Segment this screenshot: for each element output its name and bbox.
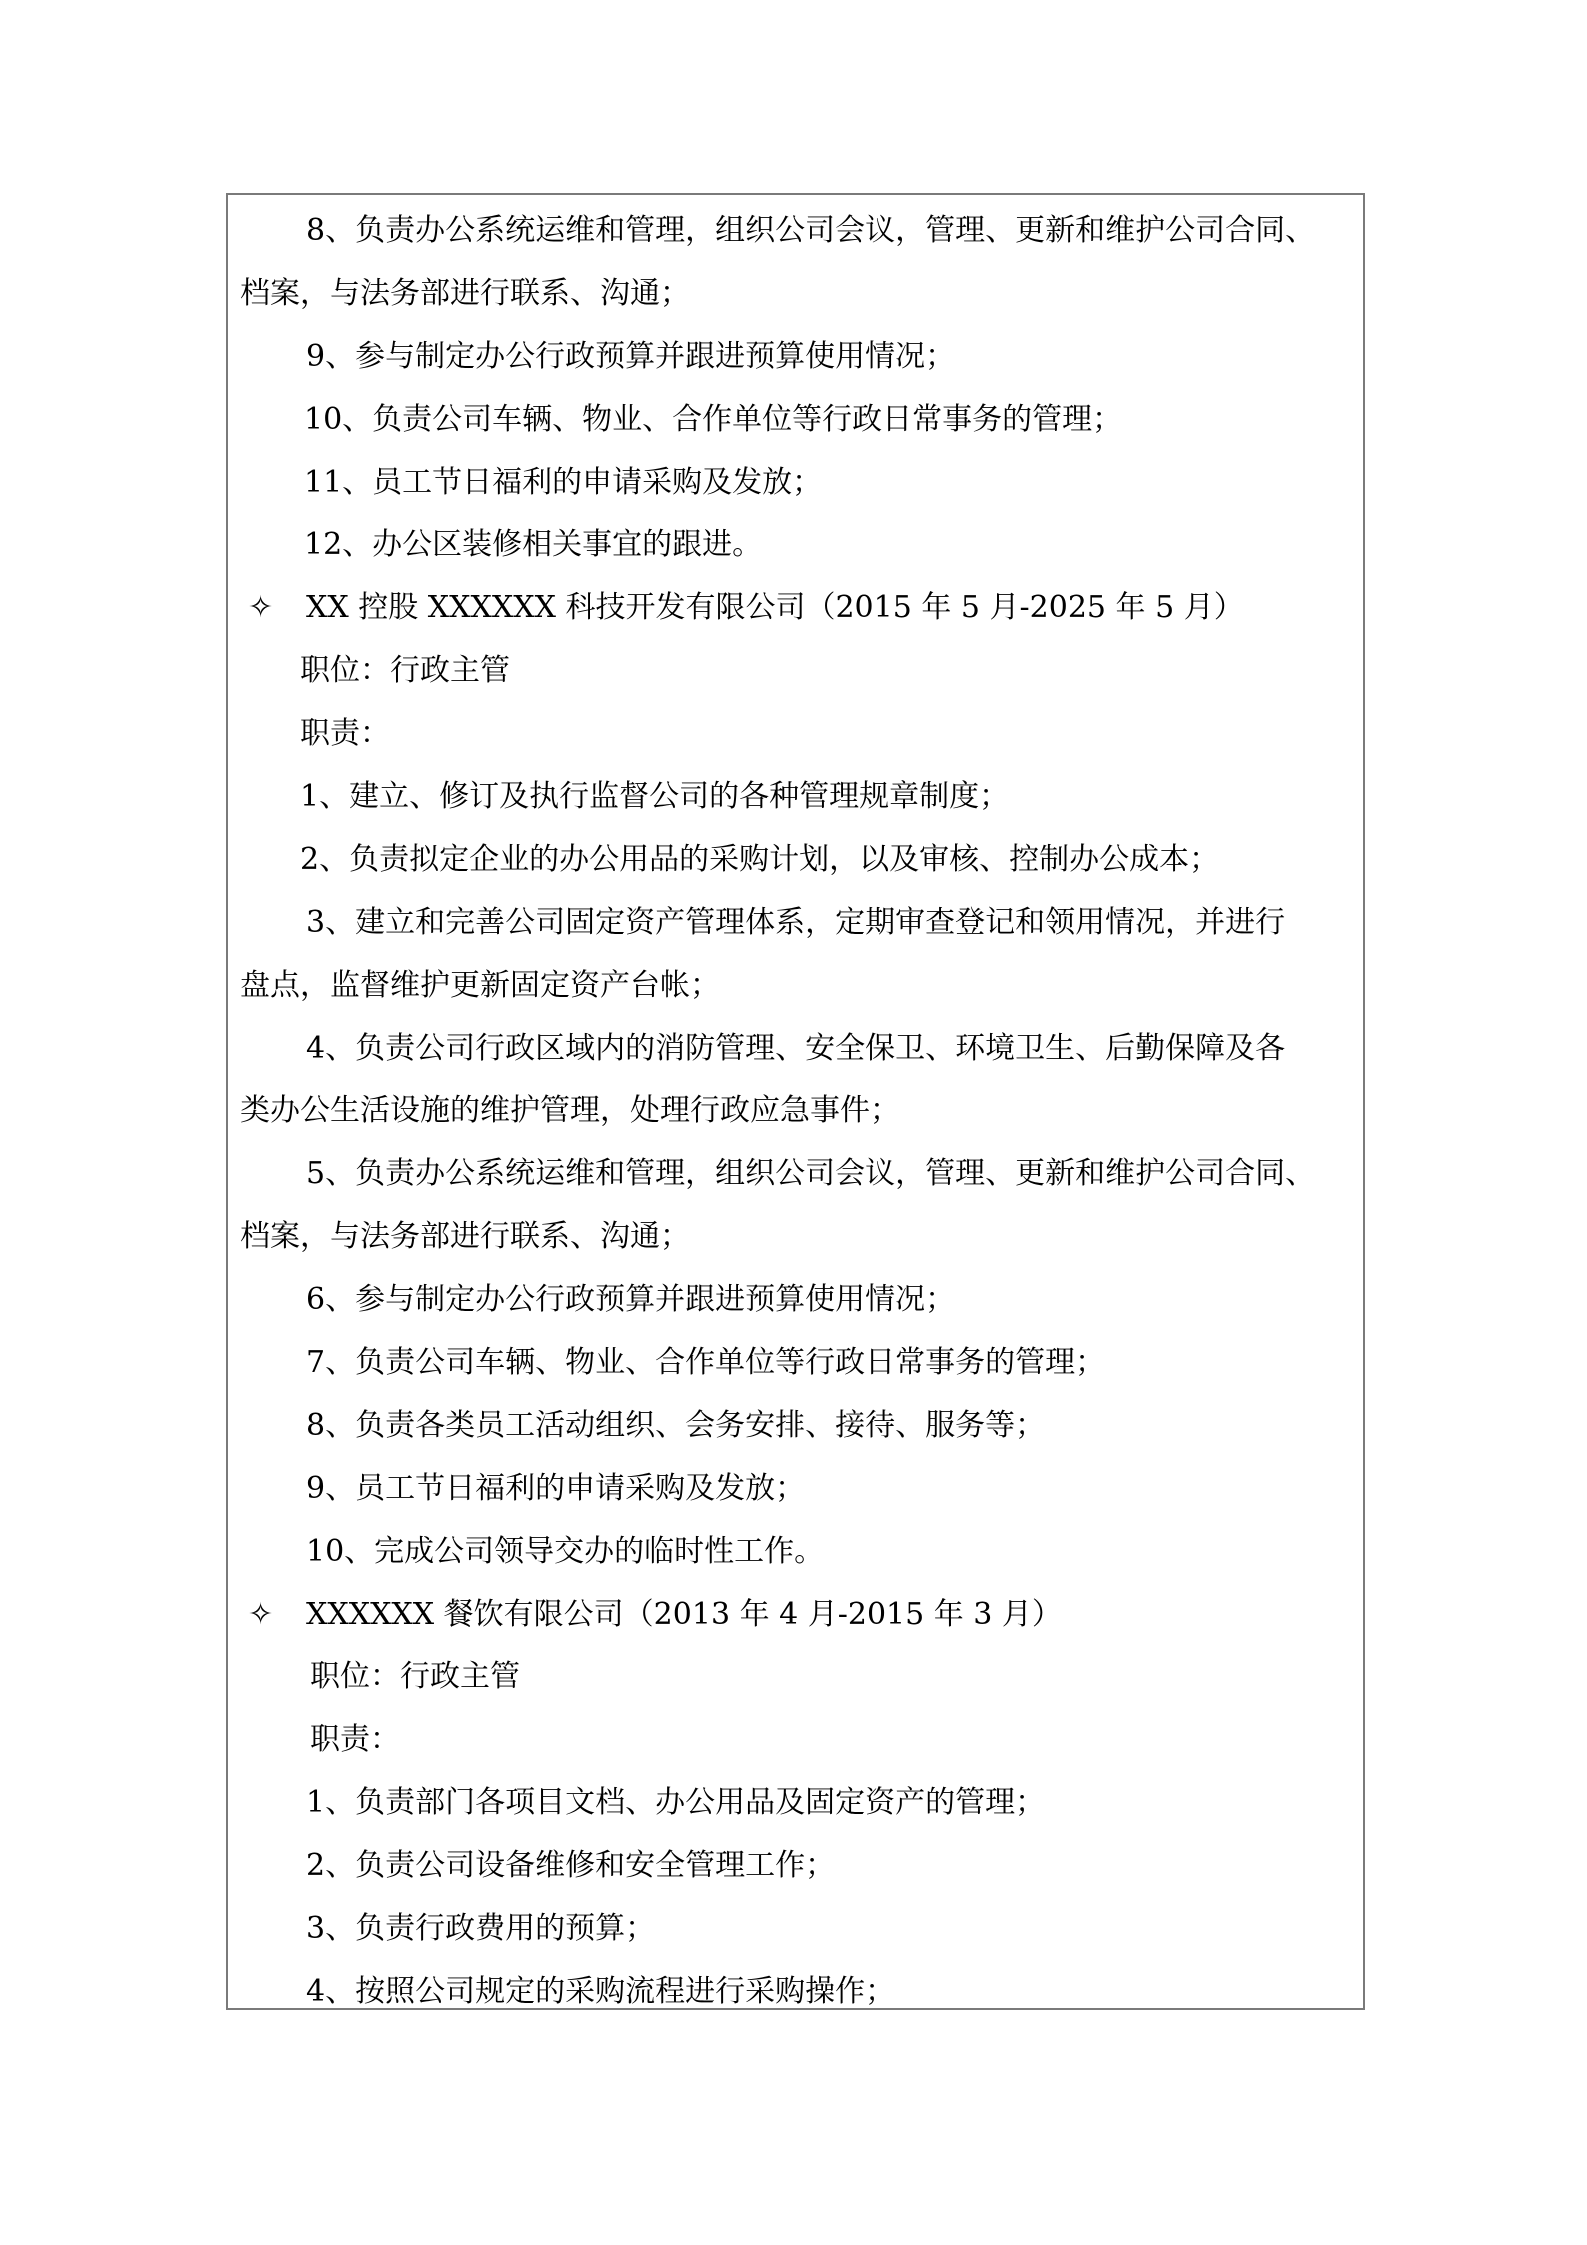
duty-line: 8、负责办公系统运维和管理，组织公司会议，管理、更新和维护公司合同、 <box>306 213 1316 248</box>
diamond-bullet-icon: ✧ <box>248 590 274 626</box>
job-position: 职位：行政主管 <box>300 653 510 689</box>
job-title: XX 控股 XXXXXX 科技开发有限公司（2015 年 5 月-2025 年 5 月） <box>306 590 1244 626</box>
duty-line: 3、负责行政费用的预算； <box>306 1911 656 1947</box>
duties-label: 职责： <box>310 1722 400 1758</box>
duty-line: 档案，与法务部进行联系、沟通； <box>240 1219 690 1255</box>
duties-label: 职责： <box>300 716 390 752</box>
duty-line: 类办公生活设施的维护管理，处理行政应急事件； <box>240 1093 900 1129</box>
duty-line: 7、负责公司车辆、物业、合作单位等行政日常事务的管理； <box>306 1345 1106 1381</box>
job-title: XXXXXX 餐饮有限公司（2013 年 4 月-2015 年 3 月） <box>306 1596 1062 1632</box>
duty-line: 4、按照公司规定的采购流程进行采购操作； <box>306 1973 896 2009</box>
duty-line: 5、负责办公系统运维和管理，组织公司会议，管理、更新和维护公司合同、 <box>306 1156 1316 1192</box>
duty-line: 6、参与制定办公行政预算并跟进预算使用情况； <box>306 1282 956 1318</box>
duty-line: 11、员工节日福利的申请采购及发放； <box>304 464 823 500</box>
duty-line: 8、负责各类员工活动组织、会务安排、接待、服务等； <box>306 1407 1046 1443</box>
duty-line: 2、负责公司设备维修和安全管理工作； <box>306 1848 836 1884</box>
duty-line: 盘点，监督维护更新固定资产台帐； <box>240 967 720 1003</box>
duty-line: 9、参与制定办公行政预算并跟进预算使用情况； <box>306 338 956 374</box>
duty-line: 10、负责公司车辆、物业、合作单位等行政日常事务的管理； <box>304 401 1123 437</box>
job-heading <box>240 577 1360 640</box>
duty-line: 4、负责公司行政区域内的消防管理、安全保卫、环境卫生、后勤保障及各 <box>306 1030 1286 1066</box>
resume-content <box>240 200 1360 2024</box>
duty-line: 12、办公区装修相关事宜的跟进。 <box>304 527 763 563</box>
job-position: 职位：行政主管 <box>310 1659 520 1695</box>
duty-line: 10、完成公司领导交办的临时性工作。 <box>306 1533 825 1569</box>
duty-line: 1、建立、修订及执行监督公司的各种管理规章制度； <box>300 779 1010 815</box>
diamond-bullet-icon: ✧ <box>248 1596 274 1632</box>
duty-line: 3、建立和完善公司固定资产管理体系，定期审查登记和领用情况，并进行 <box>306 904 1286 940</box>
duty-line: 9、员工节日福利的申请采购及发放； <box>306 1470 806 1506</box>
duty-line: 2、负责拟定企业的办公用品的采购计划，以及审核、控制办公成本； <box>300 841 1220 877</box>
duty-line: 档案，与法务部进行联系、沟通； <box>240 275 690 311</box>
job-heading <box>240 1584 1360 1647</box>
duty-line: 1、负责部门各项目文档、办公用品及固定资产的管理； <box>306 1785 1046 1821</box>
